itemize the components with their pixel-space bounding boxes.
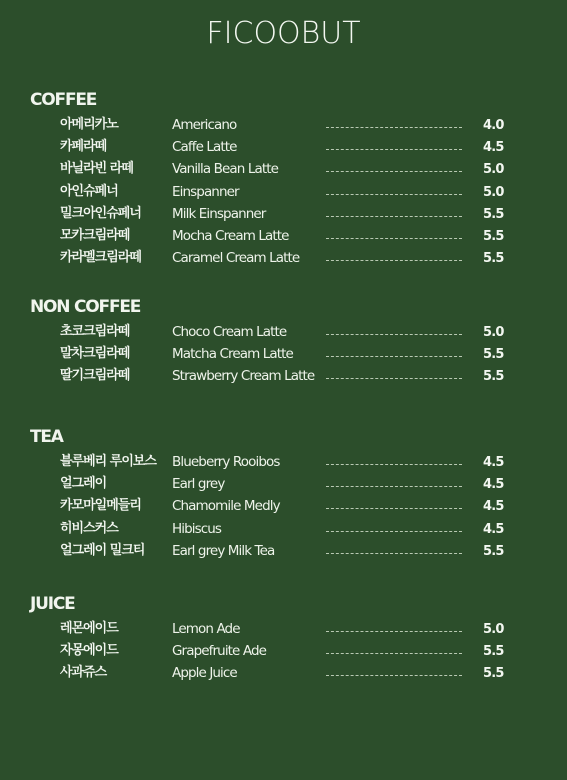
- section-title: COFFEE: [30, 90, 97, 110]
- item-price: 5.0: [483, 162, 504, 178]
- item-english-name: Apple Juice: [172, 665, 237, 682]
- dotted-leader: [326, 675, 462, 676]
- item-english-name: Grapefruite Ade: [172, 643, 267, 660]
- item-price: 4.5: [483, 455, 504, 470]
- menu-item: [0, 203, 567, 225]
- menu-item: [0, 225, 567, 247]
- menu-item: [0, 518, 567, 540]
- dotted-leader: [326, 127, 462, 128]
- item-korean-name: 초코크림라떼: [60, 324, 130, 339]
- dotted-leader: [326, 149, 462, 150]
- section-title: NON COFFEE: [30, 297, 141, 317]
- item-english-name: Milk Einspanner: [172, 205, 266, 222]
- dotted-leader: [326, 260, 462, 261]
- item-korean-name: 모카크림라떼: [60, 228, 130, 243]
- menu-item: [0, 618, 567, 640]
- item-korean-name: 자몽에이드: [60, 643, 118, 659]
- item-price: 5.5: [483, 347, 504, 363]
- item-english-name: Mocha Cream Latte: [172, 228, 289, 244]
- menu-item: [0, 495, 567, 517]
- dotted-leader: [326, 464, 462, 465]
- item-price: 5.5: [483, 644, 504, 660]
- item-korean-name: 밀크아인슈페너: [60, 205, 141, 221]
- item-korean-name: 얼그레이: [60, 476, 107, 492]
- item-korean-name: 카라멜크림라떼: [60, 250, 141, 266]
- item-price: 5.0: [483, 184, 504, 200]
- brand-logo: FICOOBUT: [206, 16, 361, 51]
- menu-item: [0, 158, 567, 180]
- item-english-name: Strawberry Cream Latte: [172, 368, 315, 385]
- menu-item: [0, 451, 567, 473]
- menu-item: [0, 181, 567, 203]
- item-english-name: Matcha Cream Latte: [172, 346, 293, 363]
- dotted-leader: [326, 531, 462, 532]
- item-english-name: Blueberry Rooibos: [172, 454, 280, 470]
- item-price: 5.5: [483, 666, 504, 682]
- item-english-name: Caffe Latte: [172, 139, 237, 156]
- dotted-leader: [326, 334, 462, 335]
- item-english-name: Choco Cream Latte: [172, 324, 287, 340]
- dotted-leader: [326, 486, 462, 487]
- item-korean-name: 딸기크림라떼: [60, 368, 130, 384]
- menu-item: [0, 321, 567, 343]
- menu-item: [0, 473, 567, 495]
- item-price: 5.5: [483, 251, 504, 267]
- menu-item: [0, 662, 567, 684]
- menu-item: [0, 540, 567, 562]
- item-english-name: Chamomile Medly: [172, 498, 280, 515]
- dotted-leader: [326, 356, 462, 357]
- item-korean-name: 바닐라빈 라떼: [60, 161, 133, 177]
- dotted-leader: [326, 238, 462, 239]
- item-price: 5.5: [483, 206, 504, 222]
- item-korean-name: 아인슈페너: [60, 183, 118, 199]
- item-korean-name: 사과쥬스: [60, 665, 107, 681]
- section-title: JUICE: [30, 594, 75, 614]
- item-korean-name: 말차크림라떼: [60, 346, 130, 362]
- item-english-name: Earl grey: [172, 476, 225, 493]
- dotted-leader: [326, 653, 462, 654]
- item-english-name: Lemon Ade: [172, 621, 240, 637]
- dotted-leader: [326, 194, 462, 195]
- item-korean-name: 아메리카노: [60, 117, 118, 132]
- item-price: 4.5: [483, 499, 504, 515]
- menu-item: [0, 136, 567, 158]
- item-price: 4.5: [483, 477, 504, 493]
- section-title: TEA: [30, 427, 63, 447]
- item-korean-name: 레몬에이드: [60, 621, 118, 636]
- item-korean-name: 블루베리 루이보스: [60, 454, 156, 469]
- menu-item: [0, 114, 567, 136]
- dotted-leader: [326, 171, 462, 172]
- item-english-name: Einspanner: [172, 183, 239, 200]
- item-price: 5.5: [483, 229, 504, 244]
- item-price: 5.5: [483, 369, 504, 385]
- item-english-name: Americano: [172, 117, 237, 133]
- item-english-name: Vanilla Bean Latte: [172, 161, 279, 178]
- item-korean-name: 히비스커스: [60, 520, 118, 536]
- item-english-name: Hibiscus: [172, 520, 222, 537]
- item-price: 4.0: [483, 118, 504, 133]
- dotted-leader: [326, 631, 462, 632]
- item-price: 4.5: [483, 140, 504, 156]
- dotted-leader: [326, 553, 462, 554]
- item-korean-name: 카모마일메들리: [60, 498, 141, 514]
- menu-item: [0, 365, 567, 387]
- item-english-name: Earl grey Milk Tea: [172, 542, 275, 559]
- item-korean-name: 얼그레이 밀크티: [60, 542, 145, 558]
- item-price: 5.0: [483, 325, 504, 340]
- dotted-leader: [326, 216, 462, 217]
- item-english-name: Caramel Cream Latte: [172, 250, 300, 267]
- dotted-leader: [326, 378, 462, 379]
- item-korean-name: 카페라떼: [60, 139, 107, 155]
- item-price: 4.5: [483, 521, 504, 537]
- dotted-leader: [326, 508, 462, 509]
- item-price: 5.0: [483, 622, 504, 637]
- menu-item: [0, 343, 567, 365]
- item-price: 5.5: [483, 543, 504, 559]
- menu-item: [0, 640, 567, 662]
- menu-item: [0, 247, 567, 269]
